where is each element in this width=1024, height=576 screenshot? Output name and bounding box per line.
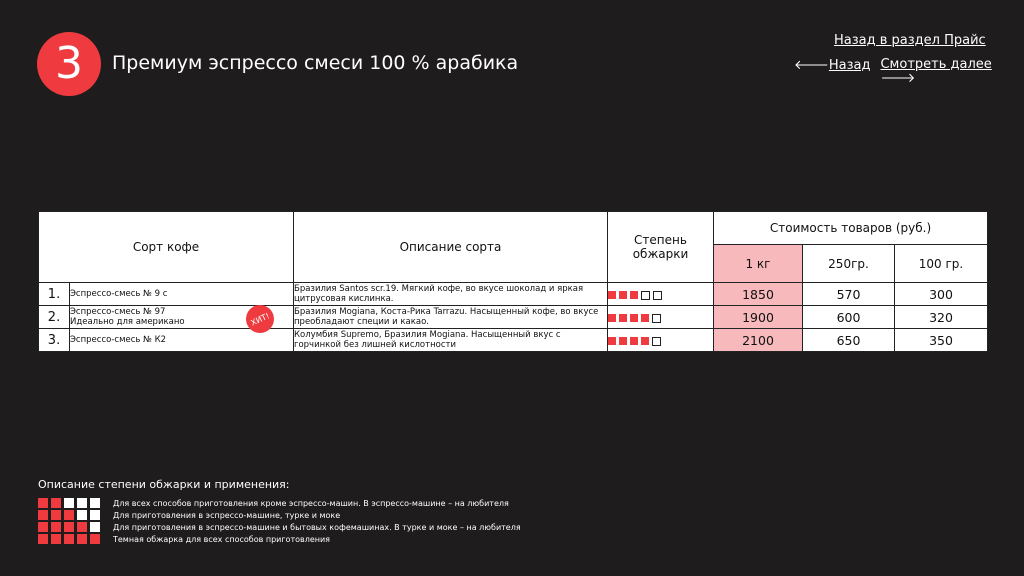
roast-filled-square-icon — [64, 510, 74, 520]
page-title: Премиум эспрессо смеси 100 % арабика — [112, 52, 519, 74]
roast-filled-square-icon — [641, 314, 649, 322]
coffee-name-label: Эспрессо-смесь № К2 — [70, 335, 167, 345]
roast-filled-square-icon — [64, 522, 74, 532]
roast-empty-square-icon — [64, 498, 74, 508]
legend-squares — [38, 498, 113, 508]
roast-filled-square-icon — [38, 498, 48, 508]
roast-filled-square-icon — [77, 534, 87, 544]
roast-filled-square-icon — [38, 510, 48, 520]
price-100g: 320 — [895, 306, 988, 329]
column-header-250g: 250гр. — [803, 245, 895, 283]
coffee-subname: Идеально для американо — [70, 317, 185, 327]
back-link-label[interactable]: Назад — [828, 58, 871, 73]
coffee-description: Колумбия Supremo, Бразилия Mogiana. Насыщенный вкус с горчинкой без лишней кислотности — [294, 329, 608, 352]
see-more-link-label[interactable]: Смотреть далее — [880, 57, 992, 72]
roast-legend — [38, 497, 521, 545]
roast-filled-square-icon — [51, 510, 61, 520]
see-more-link[interactable] — [880, 57, 991, 86]
price-100g: 350 — [895, 329, 988, 352]
roast-level — [608, 283, 714, 306]
price-1kg: 2100 — [714, 329, 803, 352]
legend-item — [38, 533, 521, 545]
row-number: 3. — [39, 329, 70, 352]
back-to-price-section-link[interactable]: Назад в раздел Прайс — [834, 33, 986, 48]
legend-text: Для приготовления в эспрессо-машине и бытовых кофемашинах. В турке и моке – на любителя — [113, 522, 521, 532]
roast-filled-square-icon — [51, 534, 61, 544]
legend-title: Описание степени обжарки и применения: — [38, 478, 290, 491]
price-250g: 600 — [803, 306, 895, 329]
roast-filled-square-icon — [64, 534, 74, 544]
legend-text: Для приготовления в эспрессо-машине, турке и моке — [113, 510, 341, 520]
legend-item — [38, 497, 521, 509]
roast-filled-square-icon — [38, 522, 48, 532]
price-1kg: 1900 — [714, 306, 803, 329]
roast-empty-square-icon — [90, 510, 100, 520]
roast-level — [608, 306, 714, 329]
roast-filled-square-icon — [608, 314, 616, 322]
table-row — [39, 283, 988, 306]
column-header-roast: Степень обжарки — [608, 212, 714, 283]
coffee-name-label: Эспрессо-смесь № 97 — [70, 307, 166, 317]
legend-text: Темная обжарка для всех способов приготовления — [113, 534, 330, 544]
hit-badge: ХИТ! — [241, 300, 278, 337]
price-100g: 300 — [895, 283, 988, 306]
roast-empty-square-icon — [641, 291, 650, 300]
roast-filled-square-icon — [619, 291, 627, 299]
roast-filled-square-icon — [630, 291, 638, 299]
roast-filled-square-icon — [51, 498, 61, 508]
roast-filled-square-icon — [619, 337, 627, 345]
roast-empty-square-icon — [90, 522, 100, 532]
legend-squares — [38, 534, 113, 544]
price-250g: 570 — [803, 283, 895, 306]
roast-filled-square-icon — [608, 291, 616, 299]
roast-filled-square-icon — [641, 337, 649, 345]
price-table — [38, 211, 988, 352]
coffee-name — [70, 283, 294, 306]
roast-filled-square-icon — [608, 337, 616, 345]
legend-squares — [38, 522, 113, 532]
roast-filled-square-icon — [90, 534, 100, 544]
table-row — [39, 306, 988, 329]
roast-filled-square-icon — [51, 522, 61, 532]
legend-squares — [38, 510, 113, 520]
legend-item — [38, 521, 521, 533]
column-header-1kg: 1 кг — [714, 245, 803, 283]
roast-empty-square-icon — [652, 314, 661, 323]
roast-filled-square-icon — [630, 337, 638, 345]
price-1kg: 1850 — [714, 283, 803, 306]
roast-empty-square-icon — [77, 510, 87, 520]
coffee-description: Бразилия Mogiana, Коста-Рика Tarrazu. Насыщенный кофе, во вкусе преобладают специи и какао. — [294, 306, 608, 329]
price-250g: 650 — [803, 329, 895, 352]
row-number: 1. — [39, 283, 70, 306]
row-number: 2. — [39, 306, 70, 329]
coffee-description: Бразилия Santos scr.19. Мягкий кофе, во вкусе шоколад и яркая цитрусовая кислинка. — [294, 283, 608, 306]
roast-level — [608, 329, 714, 352]
column-header-description: Описание сорта — [294, 212, 608, 283]
coffee-name-label: Эспрессо-смесь № 9 с — [70, 289, 168, 299]
roast-filled-square-icon — [77, 522, 87, 532]
roast-filled-square-icon — [38, 534, 48, 544]
roast-filled-square-icon — [619, 314, 627, 322]
legend-item — [38, 509, 521, 521]
roast-empty-square-icon — [77, 498, 87, 508]
navigation-links — [794, 57, 992, 86]
roast-filled-square-icon — [630, 314, 638, 322]
column-header-price: Стоимость товаров (руб.) — [714, 212, 988, 245]
arrow-right-icon: 🡒 — [880, 71, 916, 86]
legend-text: Для всех способов приготовления кроме эспрессо-машин. В эспрессо-машине – на любителя — [113, 498, 509, 508]
roast-empty-square-icon — [90, 498, 100, 508]
back-link[interactable] — [794, 57, 870, 86]
section-number-badge: 3 — [37, 32, 101, 96]
column-header-100g: 100 гр. — [895, 245, 988, 283]
column-header-sort: Сорт кофе — [39, 212, 294, 283]
roast-empty-square-icon — [653, 291, 662, 300]
roast-empty-square-icon — [652, 337, 661, 346]
table-row — [39, 329, 988, 352]
arrow-left-icon: 🡐 — [794, 58, 829, 73]
